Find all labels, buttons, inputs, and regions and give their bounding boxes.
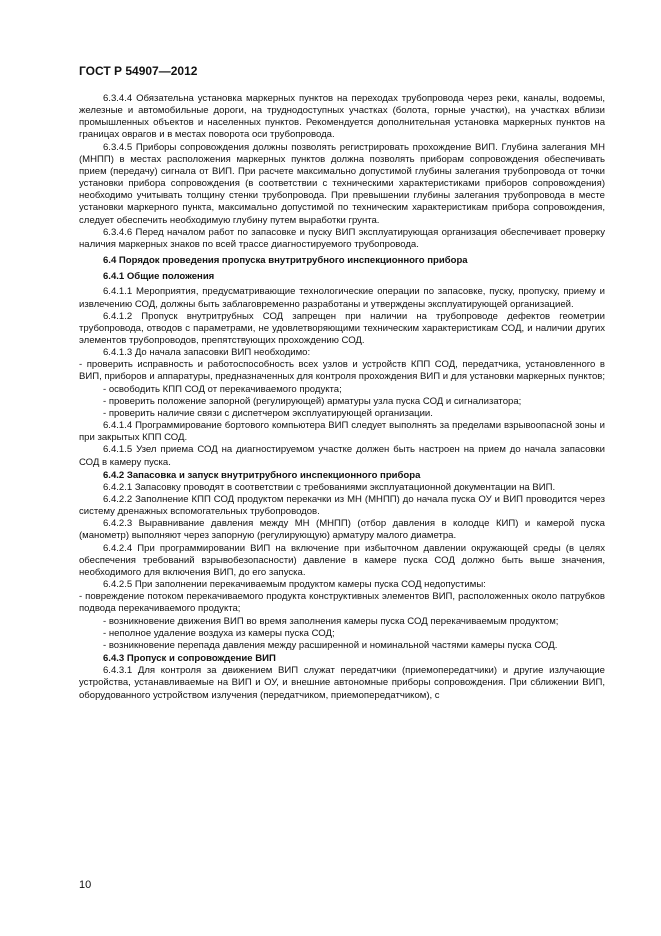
paragraph: 6.3.4.6 Перед началом работ по запасовке и пуску ВИП эксплуатирующая организация обеспечивает проверку наличия маркерных знаков по всей трассе диагностируемого трубопровода. <box>79 226 605 250</box>
paragraph: 6.4.1.2 Пропуск внутритрубных СОД запрещен при наличии на трубопроводе дефектов геометрии трубопровода, отводов с параметрами, не удовлетворяющими техническим характеристикам СОД, и наличии других элементов трубопроводов, препятствующих прохождению СОД. <box>79 310 605 346</box>
section-heading: 6.4.2 Запасовка и запуск внутритрубного инспекционного прибора <box>103 469 421 481</box>
paragraph: - освободить КПП СОД от перекачиваемого продукта; <box>103 383 342 395</box>
paragraph: 6.4.2.1 Запасовку проводят в соответствии с требованиями эксплуатационной документации на ВИП. <box>103 481 556 493</box>
paragraph: 6.3.4.4 Обязательна установка маркерных пунктов на переходах трубопровода через реки, каналы, водоемы, железные и автомобильные дороги, на труднодоступных участках (болота, горные участки), на участках вблизи промышленных объектов и населенных пунктов. Рекомендуется дополнительная установка маркерных пунктов на границах оврагов и в местах поворота оси трубопровода. <box>79 93 605 141</box>
paragraph: 6.4.1.3 До начала запасовки ВИП необходимо: <box>103 347 311 359</box>
page-number: 10 <box>79 879 92 891</box>
paragraph: 6.4.2.5 При заполнении перекачиваемым продуктом камеры пуска СОД недопустимы: <box>103 579 486 591</box>
paragraph: 6.4.2.3 Выравнивание давления между МН (МНПП) (отбор давления в колодце КИП) и камерой пуска (манометр) выполняют через запорную (регулирующую) арматуру малого диаметра. <box>79 518 605 542</box>
paragraph: 6.4.3.1 Для контроля за движением ВИП служат передатчики (приемопередатчики) и другие излучающие устройства, устанавливаемые на ВИП и ОУ, и внешние автономные приборы сопровождения. При сближении ВИП, оборудованного устройством излучения (передатчиком, приемопередатчиком), с <box>79 665 605 701</box>
paragraph: 6.4.1.1 Мероприятия, предусматривающие технологические операции по запасовке, пуску, пропуску, приему и извлечению СОД, должны быть заблаговременно разработаны и утверждены эксплуатирующей организацией. <box>79 286 605 310</box>
paragraph: - повреждение потоком перекачиваемого продукта конструктивных элементов ВИП, расположенных около патрубков подвода перекачиваемого продукта; <box>79 591 605 615</box>
document-header: ГОСТ Р 54907—2012 <box>79 64 198 78</box>
paragraph: - проверить положение запорной (регулирующей) арматуры узла пуска СОД и сигнализатора; <box>103 395 522 407</box>
section-heading: 6.4 Порядок проведения пропуска внутритрубного инспекционного прибора <box>103 255 468 267</box>
paragraph: 6.4.1.5 Узел приема СОД на диагностируемом участке должен быть настроен на прием до начала запасовки СОД в камеру пуска. <box>79 444 605 468</box>
section-heading: 6.4.1 Общие положения <box>103 271 215 283</box>
paragraph: - неполное удаление воздуха из камеры пуска СОД; <box>103 627 335 639</box>
paragraph: 6.4.1.4 Программирование бортового компьютера ВИП следует выполнять за пределами взрывоопасной зоны и при закрытых КПП СОД. <box>79 420 605 444</box>
document-body <box>79 93 605 702</box>
paragraph: - проверить наличие связи с диспетчером эксплуатирующей организации. <box>103 407 433 419</box>
paragraph: - возникновение перепада давления между расширенной и номинальной частями камеры пуска СОД. <box>103 639 558 651</box>
paragraph: 6.4.2.4 При программировании ВИП на включение при избыточном давлении окружающей среды (в целях обеспечения требований взрывобезопасности) давление в камере пуска СОД должно быть выше значения, необходимого для включения ВИП, до его запуска. <box>79 542 605 578</box>
paragraph: 6.3.4.5 Приборы сопровождения должны позволять регистрировать прохождение ВИП. Глубина залегания МН (МНПП) в местах расположения маркерных пунктов должна позволять приборам сопровождения обеспечивать прием (передачу) сигнала от ВИП. При расчете максимально допустимой глубины залегания трубопровода от точки установки прибора сопровождения (в соответствии с техническими характеристиками приборов сопровождения) необходимо учитывать толщину стенки трубопровода. При превышении глубины залегания трубопровода в месте установки маркерного пункта, максимально допустимой по техническим характеристикам прибора сопровождения, следует обеспечить необходимую глубину путем выработки грунта. <box>79 141 605 226</box>
section-heading: 6.4.3 Пропуск и сопровождение ВИП <box>103 653 276 665</box>
paragraph: - проверить исправность и работоспособность всех узлов и устройств КПП СОД, передатчика, установленного в ВИП, приборов и аппаратуры, предназначенных для контроля прохождения ВИП и для установки маркерных пунктов; <box>79 359 606 383</box>
paragraph: - возникновение движения ВИП во время заполнения камеры пуска СОД перекачиваемым продуктом; <box>103 615 559 627</box>
paragraph: 6.4.2.2 Заполнение КПП СОД продуктом перекачки из МН (МНПП) до начала пуска ОУ и ВИП проводится через систему дренажных вспомогательных трубопроводов. <box>79 494 605 518</box>
